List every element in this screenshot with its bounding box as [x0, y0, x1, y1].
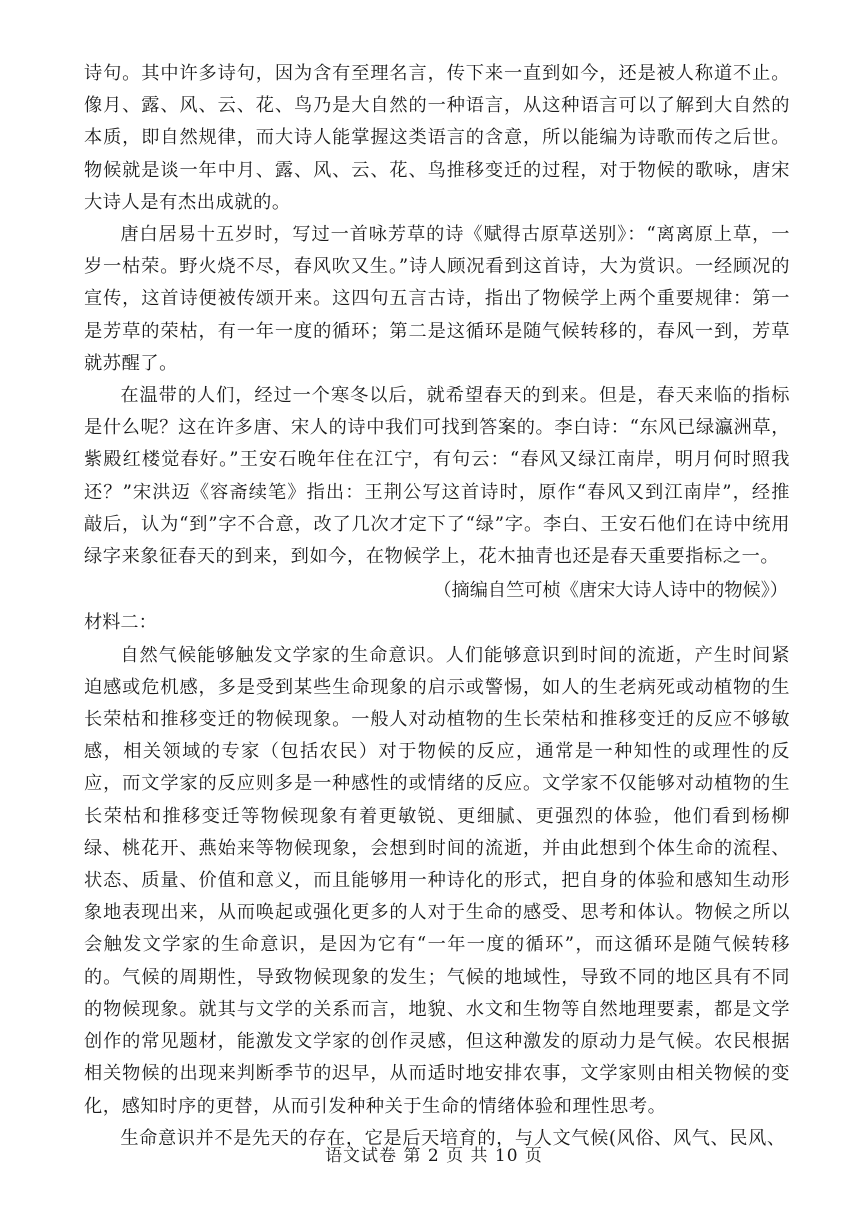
material1-paragraph-2: 唐白居易十五岁时，写过一首咏芳草的诗《赋得古原草送别》：“离离原上草，一岁一枯荣。野火烧不尽，春风吹又生。”诗人顾况看到这首诗，大为赏识。一经顾况的宣传，这首诗便被传颂开来。这四句五言古诗，指出了物候学上两个重要规律：第一是芳草的荣枯，有一年一度的循环；第二是这循环是随气候转移的，春风一到，芳草就苏醒了。: [84, 224, 790, 374]
material2-title: 材料二：: [84, 612, 157, 634]
page-content: [84, 58, 790, 1155]
material2-paragraph-1: 自然气候能够触发文学家的生命意识。人们能够意识到时间的流逝，产生时间紧迫感或危机感，多是受到某些生命现象的启示或警惕，如人的生老病死或动植物的生长荣枯和推移变迁的物候现象。一般人对动植物的生长荣枯和推移变迁的反应不够敏感，相关领域的专家（包括农民）对于物候的反应，通常是一种知性的或理性的反应，而文学家的反应则多是一种感性的或情绪的反应。文学家不仅能够对动植物的生长荣枯和推移变迁等物候现象有着更敏锐、更细腻、更强烈的体验，他们看到杨柳绿、桃花开、燕始来等物候现象，会想到时间的流逝，并由此想到个体生命的流程、状态、质量、价值和意义，而且能够用一种诗化的形式，把自身的体验和感知生动形象地表现出来，从而唤起或强化更多的人对于生命的感受、思考和体认。物候之所以会触发文学家的生命意识，是因为它有“一年一度的循环”，而这循环是随气候转移的。气候的周期性，导致物候现象的发生；气候的地域性，导致不同的地区具有不同的物候现象。就其与文学的关系而言，地貌、水文和生物等自然地理要素，都是文学创作的常见题材，能激发文学家的创作灵感，但这种激发的原动力是气候。农民根据相关物候的出现来判断季节的迟早，从而适时地安排农事，文学家则由相关物候的变化，感知时序的更替，从而引发种种关于生命的情绪体验和理性思考。: [84, 644, 790, 1117]
material1-paragraph-3: 在温带的人们，经过一个寒冬以后，就希望春天的到来。但是，春天来临的指标是什么呢？这在许多唐、宋人的诗中我们可找到答案的。李白诗：“东风已绿瀛洲草，紫殿红楼觉春好。”王安石晚年住在江宁，有句云：“春风又绿江南岸，明月何时照我还？”宋洪迈《容斋续笔》指出：王荆公写这首诗时，原作“春风又到江南岸”，经推敲后，认为“到”字不合意，改了几次才定下了“绿”字。李白、王安石他们在诗中统用绿字来象征春天的到来，到如今，在物候学上，花木抽青也还是春天重要指标之一。: [84, 385, 790, 568]
material2-paragraph-2: 生命意识并不是先天的存在，它是后天培育的，与人文气候(风俗、风气、民风、: [120, 1127, 786, 1149]
page-footer: 语文试卷 第 2 页 共 10 页: [325, 1146, 543, 1166]
material1-paragraph-1: 诗句。其中许多诗句，因为含有至理名言，传下来一直到如今，还是被人称道不止。像月、露、风、云、花、鸟乃是大自然的一种语言，从这种语言可以了解到大自然的本质，即自然规律，而大诗人能掌握这类语言的含意，所以能编为诗歌而传之后世。物候就是谈一年中月、露、风、云、花、鸟推移变迁的过程，对于物候的歌咏，唐宋大诗人是有杰出成就的。: [84, 63, 790, 213]
material1-source: （摘编自竺可桢《唐宋大诗人诗中的物候》）: [433, 580, 788, 602]
